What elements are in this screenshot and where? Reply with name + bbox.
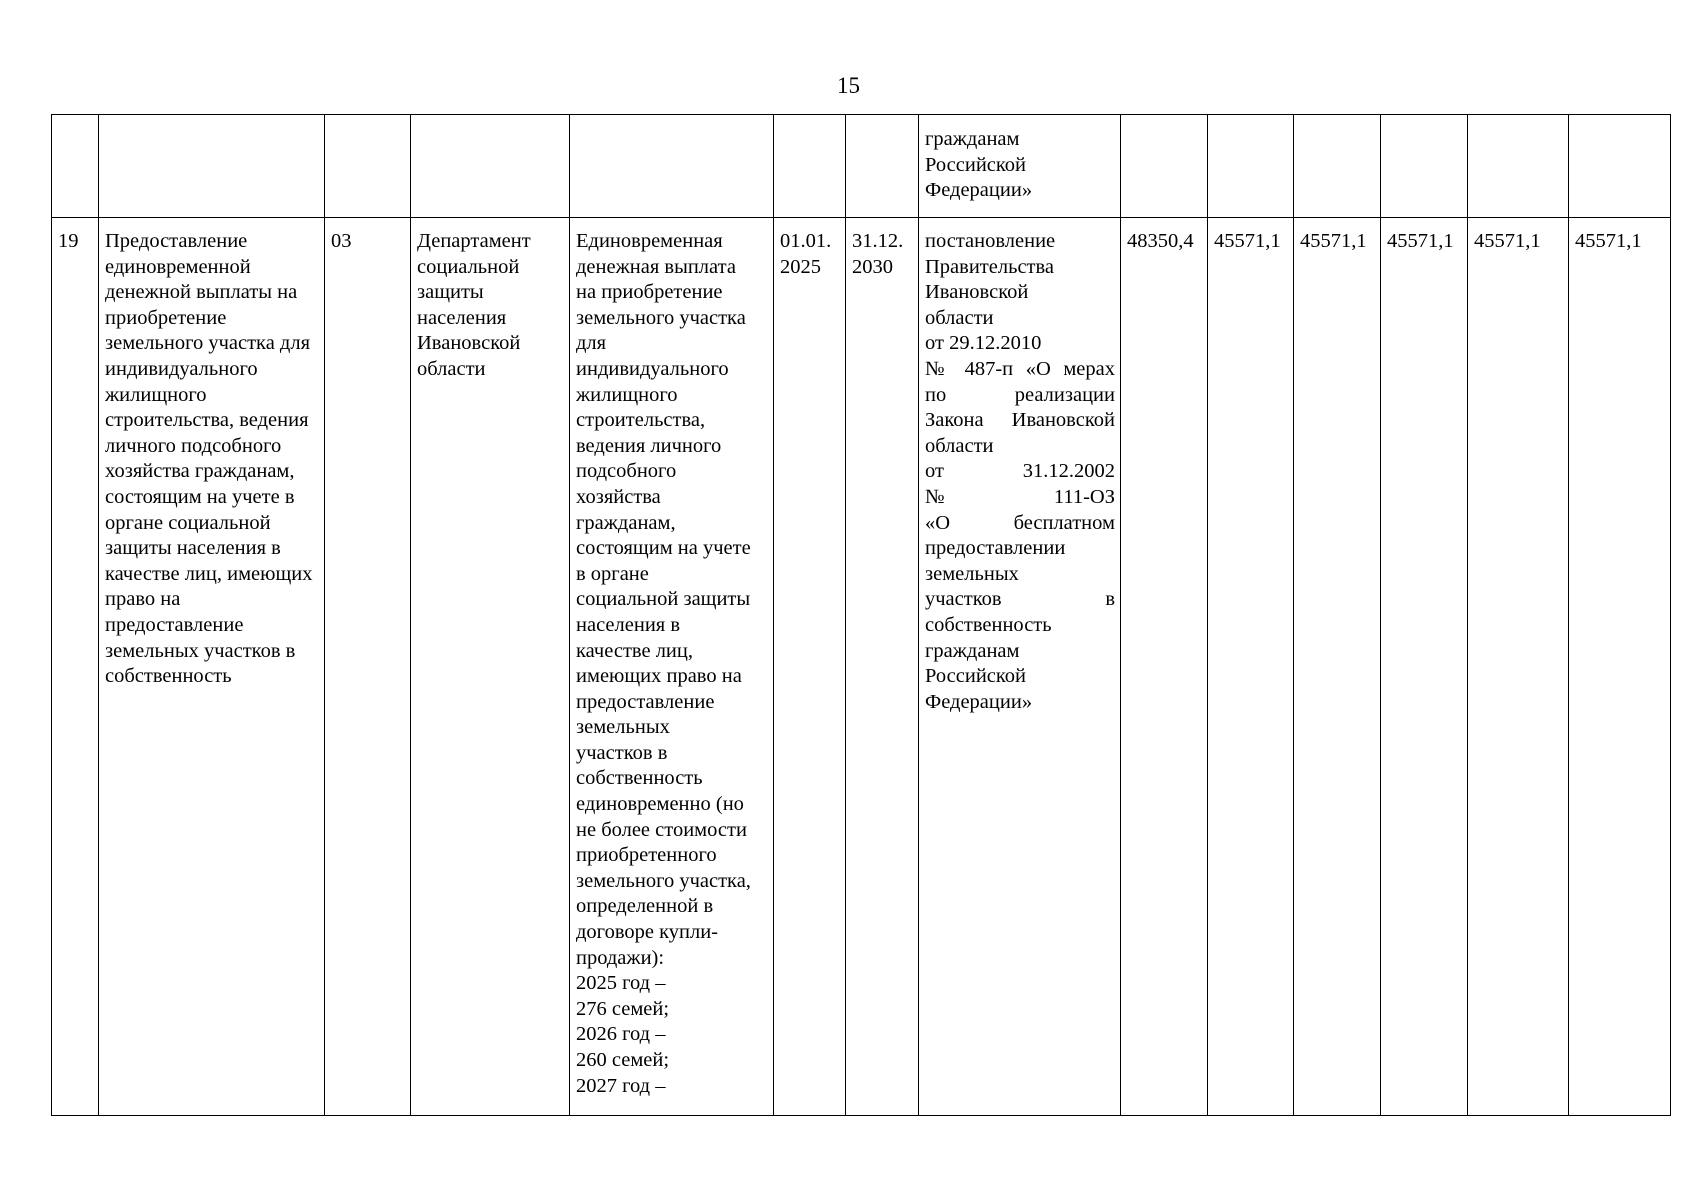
description-line: Единовременная: [576, 230, 723, 252]
legal-basis-line: постановление: [925, 230, 1056, 252]
description-line: 260 семей;: [576, 1049, 670, 1071]
description-line: качестве лиц,: [576, 639, 693, 662]
legal-basis-line: № 111-ОЗ: [925, 485, 1115, 508]
page-number: 15: [837, 73, 860, 98]
legal-basis-line: Закона Ивановской: [925, 409, 1115, 432]
description-line: договоре купли-: [576, 921, 719, 944]
cell-amount-1: 48350,4: [1121, 218, 1208, 1116]
description-line: 2025 год –: [576, 972, 666, 995]
cell-code: 03: [325, 218, 411, 1116]
cell-description: [570, 115, 774, 218]
description-line: в органе: [576, 562, 649, 585]
start-date: 01.01.2025: [780, 230, 832, 278]
legal-basis-line: участков в: [925, 588, 1115, 611]
cell-executor: [411, 115, 570, 218]
legal-basis-line: от 31.12.2002: [925, 460, 1115, 483]
legal-basis-line: от 29.12.2010: [925, 332, 1042, 355]
legal-basis-line: «О бесплатном: [925, 511, 1115, 534]
cell-end-date: [846, 218, 919, 1116]
cell-name: [99, 115, 325, 218]
legal-basis-line: Правительства: [925, 255, 1055, 278]
cell-amount: [1381, 115, 1468, 218]
legal-basis-line: области: [925, 434, 994, 457]
cell-amount: [1121, 115, 1208, 218]
description-line: не более стоимости: [576, 818, 747, 841]
legal-basis-line: гражданам: [925, 639, 1020, 662]
description-line: на приобретение: [576, 281, 723, 304]
description-line: жилищного: [576, 383, 678, 406]
description-line: 2027 год –: [576, 1074, 666, 1097]
description-line: состоящим на учете: [576, 537, 751, 560]
cell-index: [52, 115, 99, 218]
description-line: собственность: [576, 767, 703, 790]
description-line: земельных: [576, 716, 670, 739]
description-line: строительства,: [576, 409, 706, 432]
program-table: [51, 114, 1671, 1116]
cell-amount: [1294, 115, 1381, 218]
cell-amount-3: 45571,1: [1294, 218, 1381, 1116]
legal-basis-line: собственность: [925, 613, 1052, 636]
legal-basis-line: предоставлении: [925, 537, 1066, 560]
end-date: 31.12.2030: [852, 230, 904, 278]
description-line: для: [576, 332, 607, 355]
cell-amount-6: 45571,1: [1569, 218, 1671, 1116]
legal-basis-line: гражданам: [925, 128, 1020, 150]
cell-start-date: [774, 218, 846, 1116]
description-line: 2026 год –: [576, 1023, 666, 1046]
description-line: приобретенного: [576, 844, 717, 867]
description-line: социальной защиты: [576, 588, 751, 611]
cell-amount-2: 45571,1: [1208, 218, 1294, 1116]
legal-basis-line: Ивановской: [925, 281, 1029, 304]
cell-amount: [1208, 115, 1294, 218]
description-line: гражданам,: [576, 511, 676, 534]
description-line: земельного участка,: [576, 869, 751, 892]
description-line: земельного участка: [576, 306, 746, 329]
legal-basis-line: Российской: [925, 665, 1027, 688]
cell-amount: [1569, 115, 1671, 218]
cell-legal-basis: [919, 115, 1121, 218]
cell-end-date: [846, 115, 919, 218]
description-line: населения в: [576, 613, 681, 636]
description-line: участков в: [576, 741, 668, 764]
description-line: подсобного: [576, 460, 677, 483]
table-row-19: [52, 218, 1671, 1116]
cell-amount: [1468, 115, 1569, 218]
table-row-continuation: [52, 115, 1671, 218]
legal-basis-line: по реализации: [925, 383, 1115, 406]
cell-description: [570, 218, 774, 1116]
cell-executor: Департамент социальной защиты населения Ивановской области: [411, 218, 570, 1116]
description-line: ведения личного: [576, 434, 722, 457]
description-line: предоставление: [576, 690, 715, 713]
description-line: единовременно (но: [576, 793, 744, 816]
legal-basis-line: Российской: [925, 153, 1027, 176]
legal-basis-line: Федерации»: [925, 179, 1033, 202]
cell-legal-basis: [919, 218, 1121, 1116]
cell-start-date: [774, 115, 846, 218]
description-line: хозяйства: [576, 485, 661, 508]
description-line: продажи):: [576, 946, 665, 969]
legal-basis-line: земельных: [925, 562, 1019, 585]
description-line: денежная выплата: [576, 255, 736, 278]
legal-basis-line: Федерации»: [925, 690, 1033, 713]
description-line: имеющих право на: [576, 665, 742, 688]
description-line: 276 семей;: [576, 997, 670, 1020]
description-line: индивидуального: [576, 357, 729, 380]
legal-basis-line: № 487-п «О мерах: [925, 357, 1115, 380]
cell-code: [325, 115, 411, 218]
legal-basis-line: области: [925, 306, 994, 329]
cell-name: Предоставление единовременной денежной выплаты на приобретение земельного участка для индивидуального жилищного строительства, ведения личного подсобного хозяйства гражданам, состоящим на учете в органе социальной защиты населения в качестве лиц, имеющих право на предоставление земельных участков в собственность: [99, 218, 325, 1116]
cell-amount-4: 45571,1: [1381, 218, 1468, 1116]
description-line: определенной в: [576, 895, 714, 918]
cell-amount-5: 45571,1: [1468, 218, 1569, 1116]
cell-index: 19: [52, 218, 99, 1116]
